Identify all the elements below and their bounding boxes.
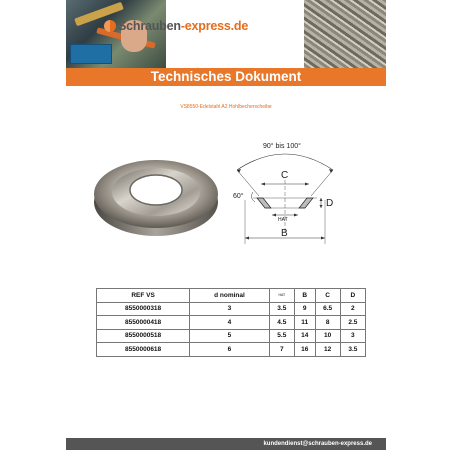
header-banner (66, 0, 386, 70)
cell-ref: 8550000318 (97, 302, 190, 316)
cell-b: 11 (294, 316, 315, 330)
cell-ref: 8550000418 (97, 316, 190, 330)
spec-table (96, 288, 366, 357)
col-c: C (315, 289, 340, 303)
angle-top-label: 90° bis 100° (263, 143, 301, 150)
cell-b: 9 (294, 302, 315, 316)
cell-hat: 7 (269, 343, 294, 357)
cell-d-nominal: 6 (190, 343, 270, 357)
cell-d: 3.5 (340, 343, 365, 357)
washer-photo (90, 150, 220, 240)
label-c: C (281, 170, 289, 181)
cell-c: 6.5 (315, 302, 340, 316)
col-d: D (340, 289, 365, 303)
cell-b: 16 (294, 343, 315, 357)
technical-drawing (225, 140, 355, 250)
screws-photo (304, 0, 386, 70)
footer-bar (66, 438, 386, 450)
document-title: Technisches Dokument (66, 68, 386, 86)
col-b: B (294, 289, 315, 303)
logo-text (118, 19, 248, 33)
table-row (97, 302, 366, 316)
angle-side-label: 60° (233, 193, 244, 200)
cell-d: 3 (340, 329, 365, 343)
table-row (97, 343, 366, 357)
cell-hat: 3.5 (269, 302, 294, 316)
cell-c: 10 (315, 329, 340, 343)
footer-email-link[interactable]: kundendienst@schrauben-express.de (263, 441, 372, 447)
cell-d-nominal: 5 (190, 329, 270, 343)
label-d: D (326, 198, 334, 209)
cell-d-nominal: 3 (190, 302, 270, 316)
label-hat: HAT (278, 217, 288, 223)
cell-c: 8 (315, 316, 340, 330)
col-d-nominal: d nominal (190, 289, 270, 303)
cell-d: 2 (340, 302, 365, 316)
logo-suffix: -express.de (180, 19, 249, 33)
cell-hat: 5.5 (269, 329, 294, 343)
col-hat: HAT (269, 289, 294, 303)
cell-hat: 4.5 (269, 316, 294, 330)
logo-icon (104, 20, 116, 32)
cell-ref: 8550000618 (97, 343, 190, 357)
cell-d: 2.5 (340, 316, 365, 330)
tools-photo (66, 0, 166, 70)
cell-d-nominal: 4 (190, 316, 270, 330)
col-ref: REF VS (97, 289, 190, 303)
table-row (97, 316, 366, 330)
table-row (97, 329, 366, 343)
cell-c: 12 (315, 343, 340, 357)
label-b: B (281, 228, 288, 239)
product-subtitle: VS8550-Edelstahl A2 Hohlbecherscheibe (180, 104, 272, 110)
logo-prefix: Schrauben (118, 19, 181, 33)
cell-b: 14 (294, 329, 315, 343)
cell-ref: 8550000518 (97, 329, 190, 343)
table-header-row (97, 289, 366, 303)
